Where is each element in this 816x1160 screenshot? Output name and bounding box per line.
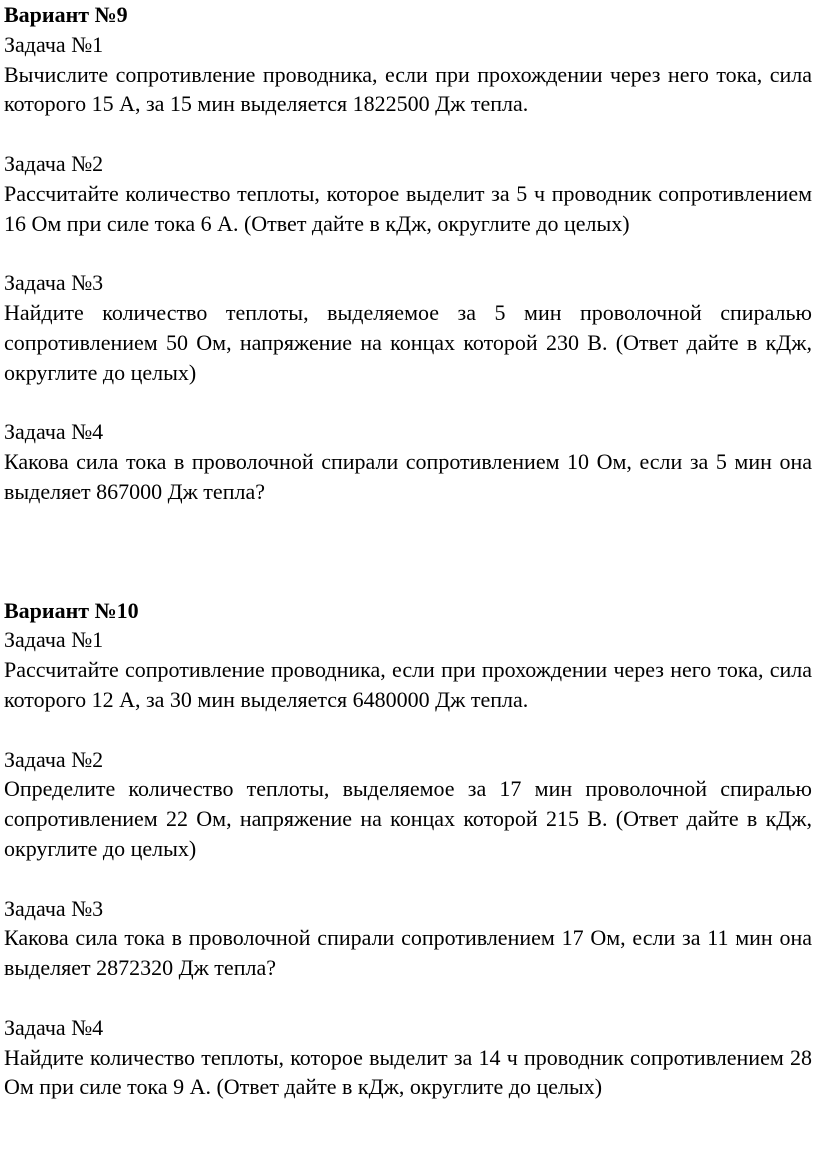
task-text: Какова сила тока в проволочной спирали сопротивлением 17 Ом, если за 11 мин она выделяет 2872320 Дж тепла? [4,925,812,981]
task-1 [4,625,812,714]
task-1 [4,30,812,119]
task-2 [4,745,812,864]
task-4 [4,1013,812,1102]
variant-9 [4,0,812,507]
task-title: Задача №3 [4,270,104,296]
task-title: Задача №3 [4,895,104,921]
task-text: Найдите количество теплоты, выделяемое за 5 мин проволочной спиралью сопротивлением 50 Ом, напряжение на концах которой 230 В. (Ответ дайте в кДж, округлите до целых) [4,299,812,385]
task-text: Рассчитайте сопротивление проводника, если при прохождении через него тока, сила которого 12 А, за 30 мин выделяется 6480000 Дж тепла. [4,657,812,712]
task-3 [4,894,812,983]
task-text: Определите количество теплоты, выделяемое за 17 мин проволочной спиралью сопротивлением 22 Ом, напряжение на концах которой 215 В. (Ответ дайте в кДж, округлите до целых) [4,776,812,861]
task-title: Задача №2 [4,150,104,176]
variant-spacer [4,507,812,566]
variant-title: Вариант №9 [4,2,128,27]
task-text: Рассчитайте количество теплоты, которое выделит за 5 ч проводник сопротивлением 16 Ом при силе тока 6 А. (Ответ дайте в кДж, округлите до целых) [4,180,812,236]
task-4 [4,417,812,506]
variant-spacer-2 [4,566,812,596]
task-title: Задача №4 [4,1014,104,1040]
task-text: Вычислите сопротивление проводника, если при прохождении через него тока, сила которого 15 А, за 15 мин выделяется 1822500 Дж тепла. [4,61,812,117]
task-text: Какова сила тока в проволочной спирали сопротивлением 10 Ом, если за 5 мин она выделяет 867000 Дж тепла? [4,448,812,504]
variant-10 [4,596,812,1103]
variant-title: Вариант №10 [4,597,139,623]
task-title: Задача №4 [4,419,104,445]
task-2 [4,149,812,238]
task-title: Задача №1 [4,31,104,57]
task-title: Задача №1 [4,627,104,653]
task-title: Задача №2 [4,746,104,772]
document-page [4,0,812,1102]
task-text: Найдите количество теплоты, которое выделит за 14 ч проводник сопротивлением 28 Ом при силе тока 9 А. (Ответ дайте в кДж, округлите до целых) [4,1044,812,1100]
task-3 [4,268,812,387]
